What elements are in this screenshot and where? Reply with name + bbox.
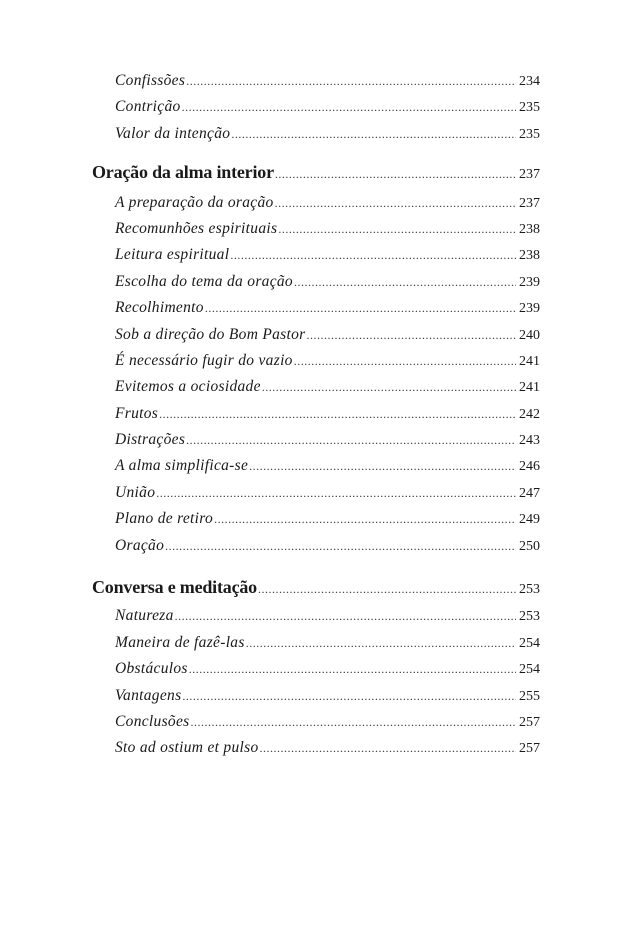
dot-leader xyxy=(262,380,516,395)
toc-entry-label: Obstáculos xyxy=(115,660,188,678)
toc-entry[interactable] xyxy=(92,713,540,739)
toc-entry-label: Frutos xyxy=(115,404,159,422)
toc-entry-page: 247 xyxy=(519,485,540,501)
dot-leader xyxy=(258,582,516,597)
toc-entry[interactable] xyxy=(92,98,540,124)
toc-entry-label: Natureza xyxy=(115,607,174,625)
dot-leader xyxy=(278,222,516,237)
toc-entry-page: 235 xyxy=(519,100,540,116)
toc-entry[interactable] xyxy=(92,687,540,713)
dot-leader xyxy=(294,275,516,290)
toc-entry-label: Leitura espiritual xyxy=(115,246,230,264)
dot-leader xyxy=(175,609,516,624)
toc-entry[interactable] xyxy=(92,607,540,633)
toc-entry[interactable] xyxy=(92,220,540,246)
toc-entry-label: Recolhimento xyxy=(115,299,204,317)
toc-entry-label: Conclusões xyxy=(115,712,190,730)
dot-leader xyxy=(156,486,516,501)
toc-entry-page: 242 xyxy=(519,406,540,422)
toc-entry-label: Contrição xyxy=(115,98,181,116)
toc-entry-label: Recomunhões espirituais xyxy=(115,219,278,237)
toc-entry-page: 234 xyxy=(519,74,540,89)
dot-leader xyxy=(294,354,516,369)
toc-entry-label: Evitemos a ociosidade xyxy=(115,378,261,396)
toc-entry[interactable] xyxy=(92,299,540,325)
toc-entry-label: Plano de retiro xyxy=(115,510,214,528)
toc-entry[interactable] xyxy=(92,405,540,431)
dot-leader xyxy=(260,741,516,756)
dot-leader xyxy=(165,539,516,554)
toc-entry[interactable] xyxy=(92,634,540,660)
toc-section-page: 237 xyxy=(519,167,540,183)
dot-leader xyxy=(182,100,516,115)
toc-entry-page: 239 xyxy=(519,301,540,317)
toc-entry[interactable] xyxy=(92,246,540,272)
toc-entry-label: A alma simplifica-se xyxy=(115,457,249,475)
dot-leader xyxy=(182,689,516,704)
dot-leader xyxy=(189,662,516,677)
toc-entry-page: 240 xyxy=(519,327,540,343)
toc-entry-page: 254 xyxy=(519,635,540,651)
toc-section-heading[interactable] xyxy=(92,162,540,188)
toc-entry[interactable] xyxy=(92,510,540,536)
dot-leader xyxy=(230,248,516,263)
dot-leader xyxy=(159,407,516,422)
toc-section-page: 253 xyxy=(519,582,540,598)
toc-entry-label: Vantagens xyxy=(115,686,182,704)
toc-entry-page: 246 xyxy=(519,459,540,475)
toc-entry-page: 243 xyxy=(519,433,540,449)
toc-entry[interactable] xyxy=(92,537,540,563)
toc-entry[interactable] xyxy=(92,125,540,151)
toc-entry[interactable] xyxy=(92,457,540,483)
dot-leader xyxy=(205,301,516,316)
toc-entry[interactable] xyxy=(92,484,540,510)
toc-entry-page: 257 xyxy=(519,714,540,730)
dot-leader xyxy=(275,167,516,182)
toc-entry-label: Confissões xyxy=(115,72,186,89)
toc-entry[interactable] xyxy=(92,431,540,457)
toc-entry-label: Valor da intenção xyxy=(115,124,231,142)
toc-entry-page: 239 xyxy=(519,274,540,290)
dot-leader xyxy=(190,715,516,730)
toc-entry-page: 255 xyxy=(519,688,540,704)
toc-entry[interactable] xyxy=(92,326,540,352)
dot-leader xyxy=(307,328,517,343)
toc-entry-page: 241 xyxy=(519,353,540,369)
toc-entry[interactable] xyxy=(92,739,540,765)
toc-entry-label: Maneira de fazê-las xyxy=(115,633,245,651)
toc-entry[interactable] xyxy=(92,273,540,299)
dot-leader xyxy=(186,433,516,448)
toc-section-title: Conversa e meditação xyxy=(92,577,257,598)
toc-entry[interactable] xyxy=(92,660,540,686)
toc-entry-page: 235 xyxy=(519,126,540,142)
toc-entry-page: 237 xyxy=(519,195,540,211)
toc-entry-label: Distrações xyxy=(115,431,186,449)
toc-entry[interactable] xyxy=(92,72,540,98)
toc-entry-label: Sob a direção do Bom Pastor xyxy=(115,325,306,343)
toc-entry-page: 249 xyxy=(519,512,540,528)
toc-entry-page: 253 xyxy=(519,609,540,625)
dot-leader xyxy=(186,74,516,89)
dot-leader xyxy=(231,127,516,142)
dot-leader xyxy=(246,636,516,651)
toc-entry-page: 254 xyxy=(519,662,540,678)
toc-entry-label: União xyxy=(115,483,156,501)
toc-entry-page: 241 xyxy=(519,380,540,396)
toc-entry-label: A preparação da oração xyxy=(115,193,274,211)
toc-entry-label: Oração xyxy=(115,536,165,554)
toc-entry[interactable] xyxy=(92,378,540,404)
toc-entry-page: 250 xyxy=(519,538,540,554)
toc-entry-label: Sto ad ostium et pulso xyxy=(115,739,259,757)
toc-section-heading[interactable] xyxy=(92,577,540,603)
toc-section-title: Oração da alma interior xyxy=(92,162,274,183)
toc-entry-page: 257 xyxy=(519,741,540,757)
toc-entry-page: 238 xyxy=(519,248,540,264)
dot-leader xyxy=(214,512,516,527)
table-of-contents xyxy=(92,72,540,766)
toc-entry-label: Escolha do tema da oração xyxy=(115,272,293,290)
toc-entry[interactable] xyxy=(92,194,540,220)
dot-leader xyxy=(249,459,516,474)
toc-entry-label: É necessário fugir do vazio xyxy=(115,351,293,369)
dot-leader xyxy=(275,196,516,211)
toc-entry-page: 238 xyxy=(519,221,540,237)
toc-entry[interactable] xyxy=(92,352,540,378)
